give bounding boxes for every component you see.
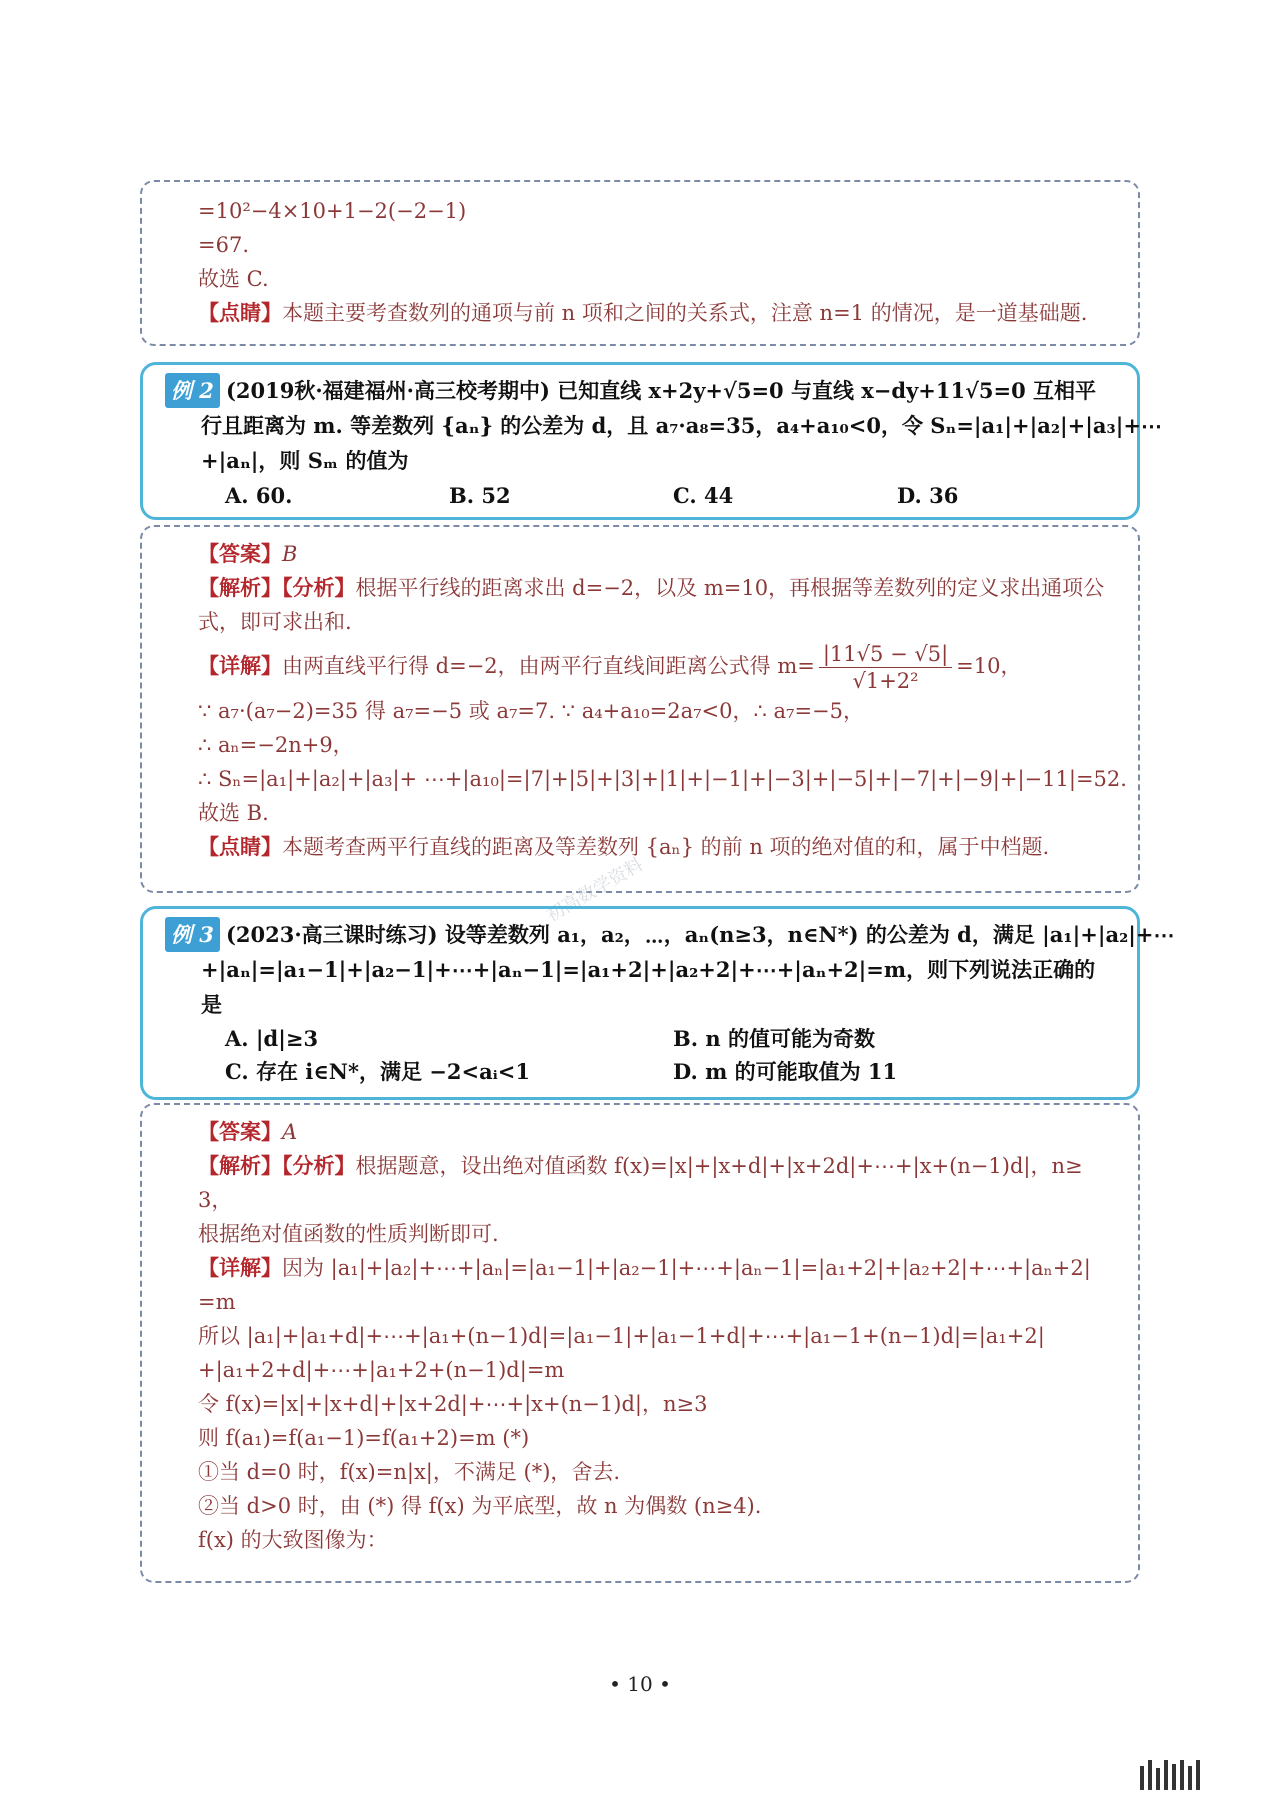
solution-line: ②当 d>0 时，由 (*) 得 f(x) 为平底型，故 n 为偶数 (n≥4).	[198, 1494, 762, 1518]
barcode-icon	[1140, 1760, 1200, 1790]
solution-line: ∴ Sₙ=|a₁|+|a₂|+|a₃|+ ⋯+|a₁₀|=|7|+|5|+|3|+|1|+|−1|+|−3|+|−5|+|−7|+|−9|+|−11|=52.	[198, 767, 1127, 791]
note-line	[198, 296, 1124, 330]
example-3-box	[140, 906, 1175, 1100]
fraction-denominator: √1+2²	[852, 669, 919, 693]
option-c: C. 44	[673, 483, 734, 508]
option-d: D. m 的可能取值为 11	[673, 1059, 898, 1084]
detail-tag: 【详解】	[198, 653, 282, 678]
analysis-tag: 【解析】	[198, 575, 282, 600]
analysis-line: 式，即可求出和.	[198, 610, 352, 634]
example-badge: 例 2	[165, 373, 220, 408]
solution-block-2	[140, 525, 1140, 893]
answer-line	[198, 537, 1124, 571]
example-2-text: (2019秋·福建福州·高三校考期中) 已知直线 x+2y+√5=0 与直线 x−dy+11√5=0 互相平	[225, 378, 1097, 403]
detail-text: 因为 |a₁|+|a₂|+⋯+|aₙ|=|a₁−1|+|a₂−1|+⋯+|aₙ−1|=|a₁+2|+|a₂+2|+⋯+|aₙ+2|	[282, 1256, 1091, 1280]
distance-fraction	[819, 641, 952, 694]
solution-line: 所以 |a₁|+|a₁+d|+⋯+|a₁+(n−1)d|=|a₁−1|+|a₁−1+d|+⋯+|a₁−1+(n−1)d|=|a₁+2|	[198, 1324, 1045, 1348]
answer-tag: 【答案】	[198, 1119, 282, 1144]
solution-line: 令 f(x)=|x|+|x+d|+|x+2d|+⋯+|x+(n−1)d|，n≥3	[198, 1392, 708, 1416]
page-number: • 10 •	[609, 1672, 671, 1696]
answer-value: B	[282, 542, 298, 566]
example-2-box	[140, 362, 1162, 520]
solution-line: =10²−4×10+1−2(−2−1)	[198, 199, 467, 223]
solution-line: =m	[198, 1290, 236, 1314]
options	[165, 1022, 1121, 1088]
note-tag: 【点睛】	[198, 834, 282, 859]
option-a: A. |d|≥3	[225, 1026, 319, 1051]
solution-line: ∵ a₇·(a₇−2)=35 得 a₇=−5 或 a₇=7. ∵ a₄+a₁₀=2a₇<0，∴ a₇=−5，	[198, 699, 864, 723]
analysis-line: 3，	[198, 1188, 233, 1212]
example-3-line	[165, 917, 1175, 952]
example-3-line: +|aₙ|=|a₁−1|+|a₂−1|+⋯+|aₙ−1|=|a₁+2|+|a₂+2|+⋯+|aₙ+2|=m，则下列说法正确的	[201, 957, 1096, 982]
solution-line: ∴ aₙ=−2n+9，	[198, 733, 354, 757]
detail-text: 由两直线平行得 d=−2，由两平行直线间距离公式得 m=	[282, 654, 815, 678]
detail-tag: 【详解】	[198, 1255, 282, 1280]
solution-line: =67.	[198, 233, 249, 257]
detail-text: =10，	[956, 654, 1022, 678]
solution-line: +|a₁+2+d|+⋯+|a₁+2+(n−1)d|=m	[198, 1358, 565, 1382]
answer-tag: 【答案】	[198, 541, 282, 566]
example-3-line: 是	[201, 992, 222, 1017]
note-tag: 【点睛】	[198, 300, 282, 325]
option-d: D. 36	[897, 483, 959, 508]
option-b: B. 52	[449, 483, 511, 508]
fraction-numerator: |11√5 − √5|	[819, 641, 952, 668]
answer-line	[198, 1115, 1124, 1149]
solution-line: ①当 d=0 时，f(x)=n|x|，不满足 (*)，舍去.	[198, 1460, 621, 1484]
solution-block-3	[140, 1103, 1140, 1583]
analysis-tag: 【解析】	[198, 1153, 282, 1178]
options	[165, 478, 1121, 514]
detail-line	[198, 639, 1124, 694]
note-text: 本题考查两平行直线的距离及等差数列 {aₙ} 的前 n 项的绝对值的和，属于中档题.	[282, 835, 1050, 859]
example-3-text: (2023·高三课时练习) 设等差数列 a₁，a₂，⋯，aₙ(n≥3，n∈N*) 的公差为 d，满足 |a₁|+|a₂|+⋯	[225, 922, 1175, 947]
option-c: C. 存在 i∈N*，满足 −2<aᵢ<1	[225, 1059, 530, 1084]
example-2-line: +|aₙ|，则 Sₘ 的值为	[201, 448, 409, 473]
solution-line: 故选 B.	[198, 801, 269, 825]
detail-line	[198, 1251, 1124, 1285]
solution-block-1	[140, 180, 1140, 346]
watermark: 初高数学资料	[542, 854, 647, 927]
analysis-sub-tag: 【分析】	[282, 1153, 356, 1178]
example-2-line	[165, 373, 1121, 408]
note-line	[198, 830, 1124, 864]
solution-line: 则 f(a₁)=f(a₁−1)=f(a₁+2)=m (*)	[198, 1426, 530, 1450]
answer-value: A	[282, 1120, 298, 1144]
analysis-text: 根据平行线的距离求出 d=−2，以及 m=10，再根据等差数列的定义求出通项公	[355, 576, 1105, 600]
analysis-text: 根据题意，设出绝对值函数 f(x)=|x|+|x+d|+|x+2d|+⋯+|x+(n−1)d|，n≥	[355, 1154, 1083, 1178]
note-text: 本题主要考查数列的通项与前 n 项和之间的关系式，注意 n=1 的情况，是一道基础题.	[282, 301, 1088, 325]
analysis-sub-tag: 【分析】	[282, 575, 356, 600]
option-b: B. n 的值可能为奇数	[673, 1026, 875, 1051]
example-badge: 例 3	[165, 917, 220, 952]
example-2-line: 行且距离为 m. 等差数列 {aₙ} 的公差为 d，且 a₇·a₈=35，a₄+a₁₀<0，令 Sₙ=|a₁|+|a₂|+|a₃|+⋯	[201, 413, 1162, 438]
analysis-line	[198, 571, 1124, 605]
analysis-line	[198, 1149, 1124, 1183]
analysis-line: 根据绝对值函数的性质判断即可.	[198, 1222, 499, 1246]
option-a: A. 60.	[225, 483, 293, 508]
solution-line: 故选 C.	[198, 267, 269, 291]
solution-line: f(x) 的大致图像为：	[198, 1528, 388, 1552]
